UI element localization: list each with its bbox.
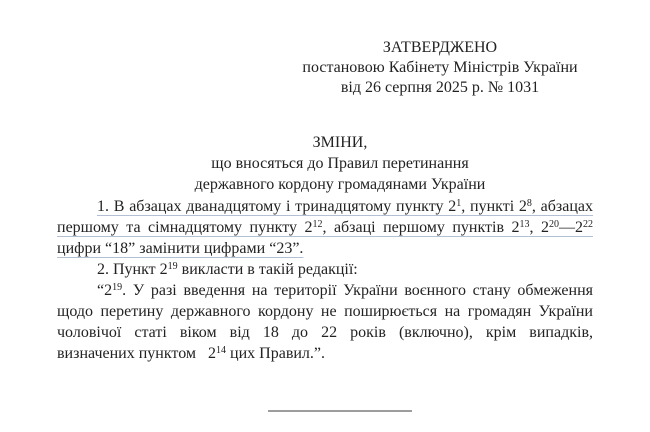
- text-line: 2. Пункт $2^{19}$ викласти в такій редакції:: [97, 261, 358, 278]
- text-line: ЗМІНИ,: [312, 134, 368, 151]
- text-line: визначених пунктом $2^{14}$ цих Правил.”.: [57, 345, 326, 362]
- amendment-point-1: [57, 196, 593, 259]
- text-line: ЗАТВЕРДЖЕНО: [382, 39, 498, 56]
- text-line: чоловічої статі віком від 18 до 22 років (включно), крім випадків,: [57, 324, 593, 341]
- text-line: державного кордону громадянами України: [194, 176, 486, 193]
- text-line: щодо перетину державного кордону не поширюється на громадян України: [57, 303, 593, 320]
- text-line: від 26 серпня 2025 р. № 1031: [340, 79, 540, 96]
- document-body: [57, 196, 593, 364]
- footer-rule: [268, 410, 412, 412]
- text-line: першому та сімнадцятому пункту $2^{12}$, абзаці першому пунктів $2^{13}$, $2^{20}—2^{22}$: [57, 219, 594, 236]
- amendment-point-2: [57, 259, 593, 280]
- text-line: що вносяться до Правил перетинання: [211, 155, 469, 172]
- text-line: цифри “18” замінити цифрами “23”.: [57, 240, 304, 257]
- text-line: постановою Кабінету Міністрів України: [302, 59, 578, 76]
- new-wording-quote: [57, 280, 593, 364]
- document-title-block: [172, 132, 508, 195]
- text-line: “$2^{19}$. У разі введення на території України воєнного стану обмеження: [97, 282, 593, 299]
- approval-block: [290, 38, 590, 98]
- text-line: 1. В абзацах дванадцятому і тринадцятому пункту $2^1$, пункті $2^8$, абзацах: [97, 198, 594, 215]
